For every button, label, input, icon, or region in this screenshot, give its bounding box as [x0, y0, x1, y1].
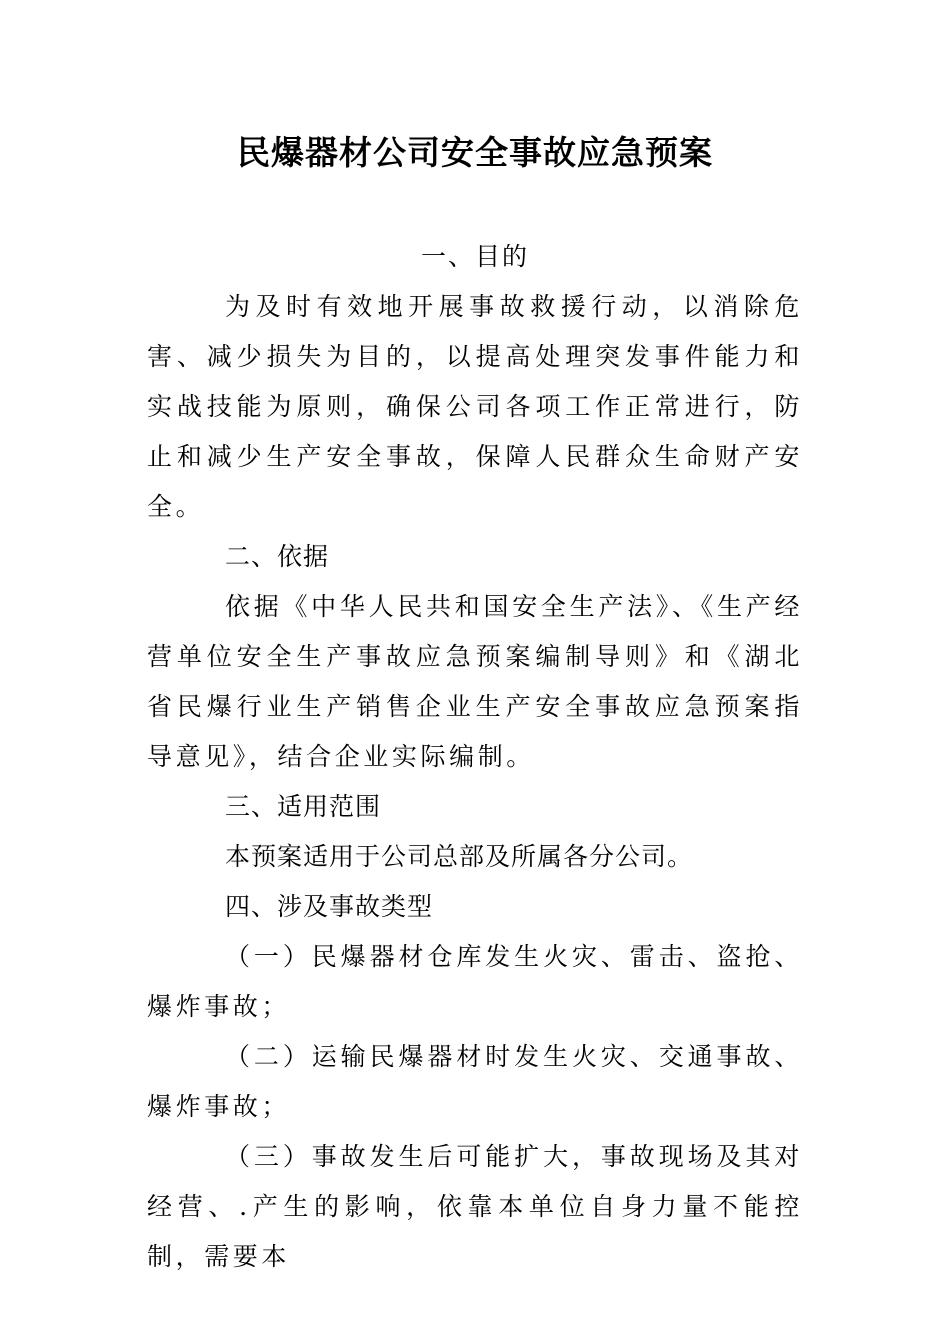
section-paragraph-scope: 本预案适用于公司总部及所属各分公司。: [225, 842, 694, 871]
section-heading-accident-types: 四、涉及事故类型: [225, 892, 434, 921]
accident-type-item-1: （一）民爆器材仓库发生火灾、雷击、盗抢、爆炸事故；: [147, 942, 803, 1021]
section-heading-purpose: 一、目的: [420, 242, 529, 271]
section-heading-basis: 二、依据: [225, 542, 330, 571]
document-body: [147, 232, 803, 1282]
section-heading-scope: 三、适用范围: [225, 792, 382, 821]
document-title: 民爆器材公司安全事故应急预案: [237, 133, 713, 172]
accident-type-item-2: （二）运输民爆器材时发生火灾、交通事故、爆炸事故；: [147, 1042, 803, 1121]
section-paragraph-basis: 依据《中华人民共和国安全生产法》、《生产经营单位安全生产事故应急预案编制导则》和《湖北省民爆行业生产销售企业生产安全事故应急预案指导意见》，结合企业实际编制。: [147, 592, 803, 771]
section-paragraph-purpose: 为及时有效地开展事故救援行动，以消除危害、减少损失为目的，以提高处理突发事件能力和实战技能为原则，确保公司各项工作正常进行，防止和减少生产安全事故，保障人民群众生命财产安全。: [147, 292, 803, 521]
accident-type-item-3: （三）事故发生后可能扩大，事故现场及其对经营、.产生的影响，依靠本单位自身力量不能控制，需要本: [147, 1142, 803, 1271]
